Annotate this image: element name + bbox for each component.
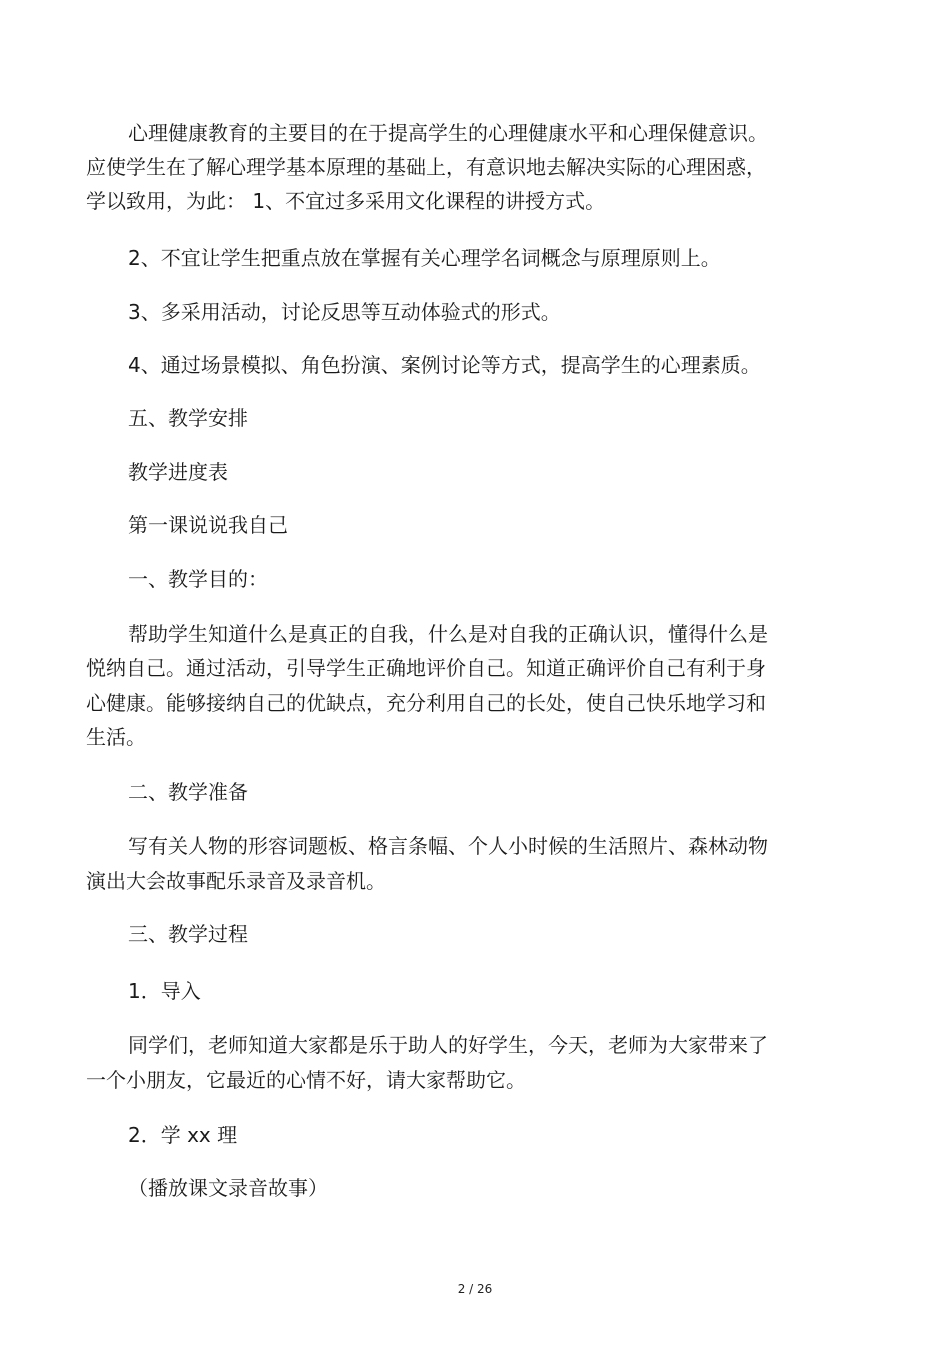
section-heading: 1．导入 [128, 979, 201, 1003]
text-line: 演出大会故事配乐录音及录音机。 [86, 869, 386, 893]
section-heading: 一、教学目的： [128, 567, 268, 591]
page-number: 2 / 26 [457, 1282, 493, 1296]
section-heading: 教学进度表 [128, 460, 228, 484]
section-heading: 三、教学过程 [128, 922, 248, 946]
text-line: 学以致用，为此： 1、不宜过多采用文化课程的讲授方式。 [86, 189, 606, 213]
section-heading: 五、教学安排 [128, 406, 248, 430]
text-line: 应使学生在了解心理学基本原理的基础上，有意识地去解决实际的心理困惑， [86, 155, 766, 179]
text-line: 心健康。能够接纳自己的优缺点，充分利用自己的长处，使自己快乐地学习和 [86, 691, 766, 715]
text-line: 2、不宜让学生把重点放在掌握有关心理学名词概念与原理原则上。 [128, 246, 721, 270]
text-line: 悦纳自己。通过活动，引导学生正确地评价自己。知道正确评价自己有利于身 [86, 656, 766, 680]
section-heading: 第一课说说我自己 [128, 513, 288, 537]
text-line: （播放课文录音故事） [128, 1176, 328, 1200]
text-line: 一个小朋友，它最近的心情不好，请大家帮助它。 [86, 1068, 526, 1092]
text-line: 3、多采用活动，讨论反思等互动体验式的形式。 [128, 300, 561, 324]
text-line: 同学们，老师知道大家都是乐于助人的好学生，今天，老师为大家带来了 [128, 1033, 768, 1057]
section-heading: 二、教学准备 [128, 780, 248, 804]
section-heading: 2．学 xx 理 [128, 1123, 238, 1147]
text-line: 生活。 [86, 725, 146, 749]
text-line: 4、通过场景模拟、角色扮演、案例讨论等方式，提高学生的心理素质。 [128, 353, 761, 377]
text-line: 心理健康教育的主要目的在于提高学生的心理健康水平和心理保健意识。 [128, 121, 768, 145]
text-line: 帮助学生知道什么是真正的自我，什么是对自我的正确认识，懂得什么是 [128, 622, 768, 646]
text-line: 写有关人物的形容词题板、格言条幅、个人小时候的生活照片、森林动物 [128, 834, 768, 858]
